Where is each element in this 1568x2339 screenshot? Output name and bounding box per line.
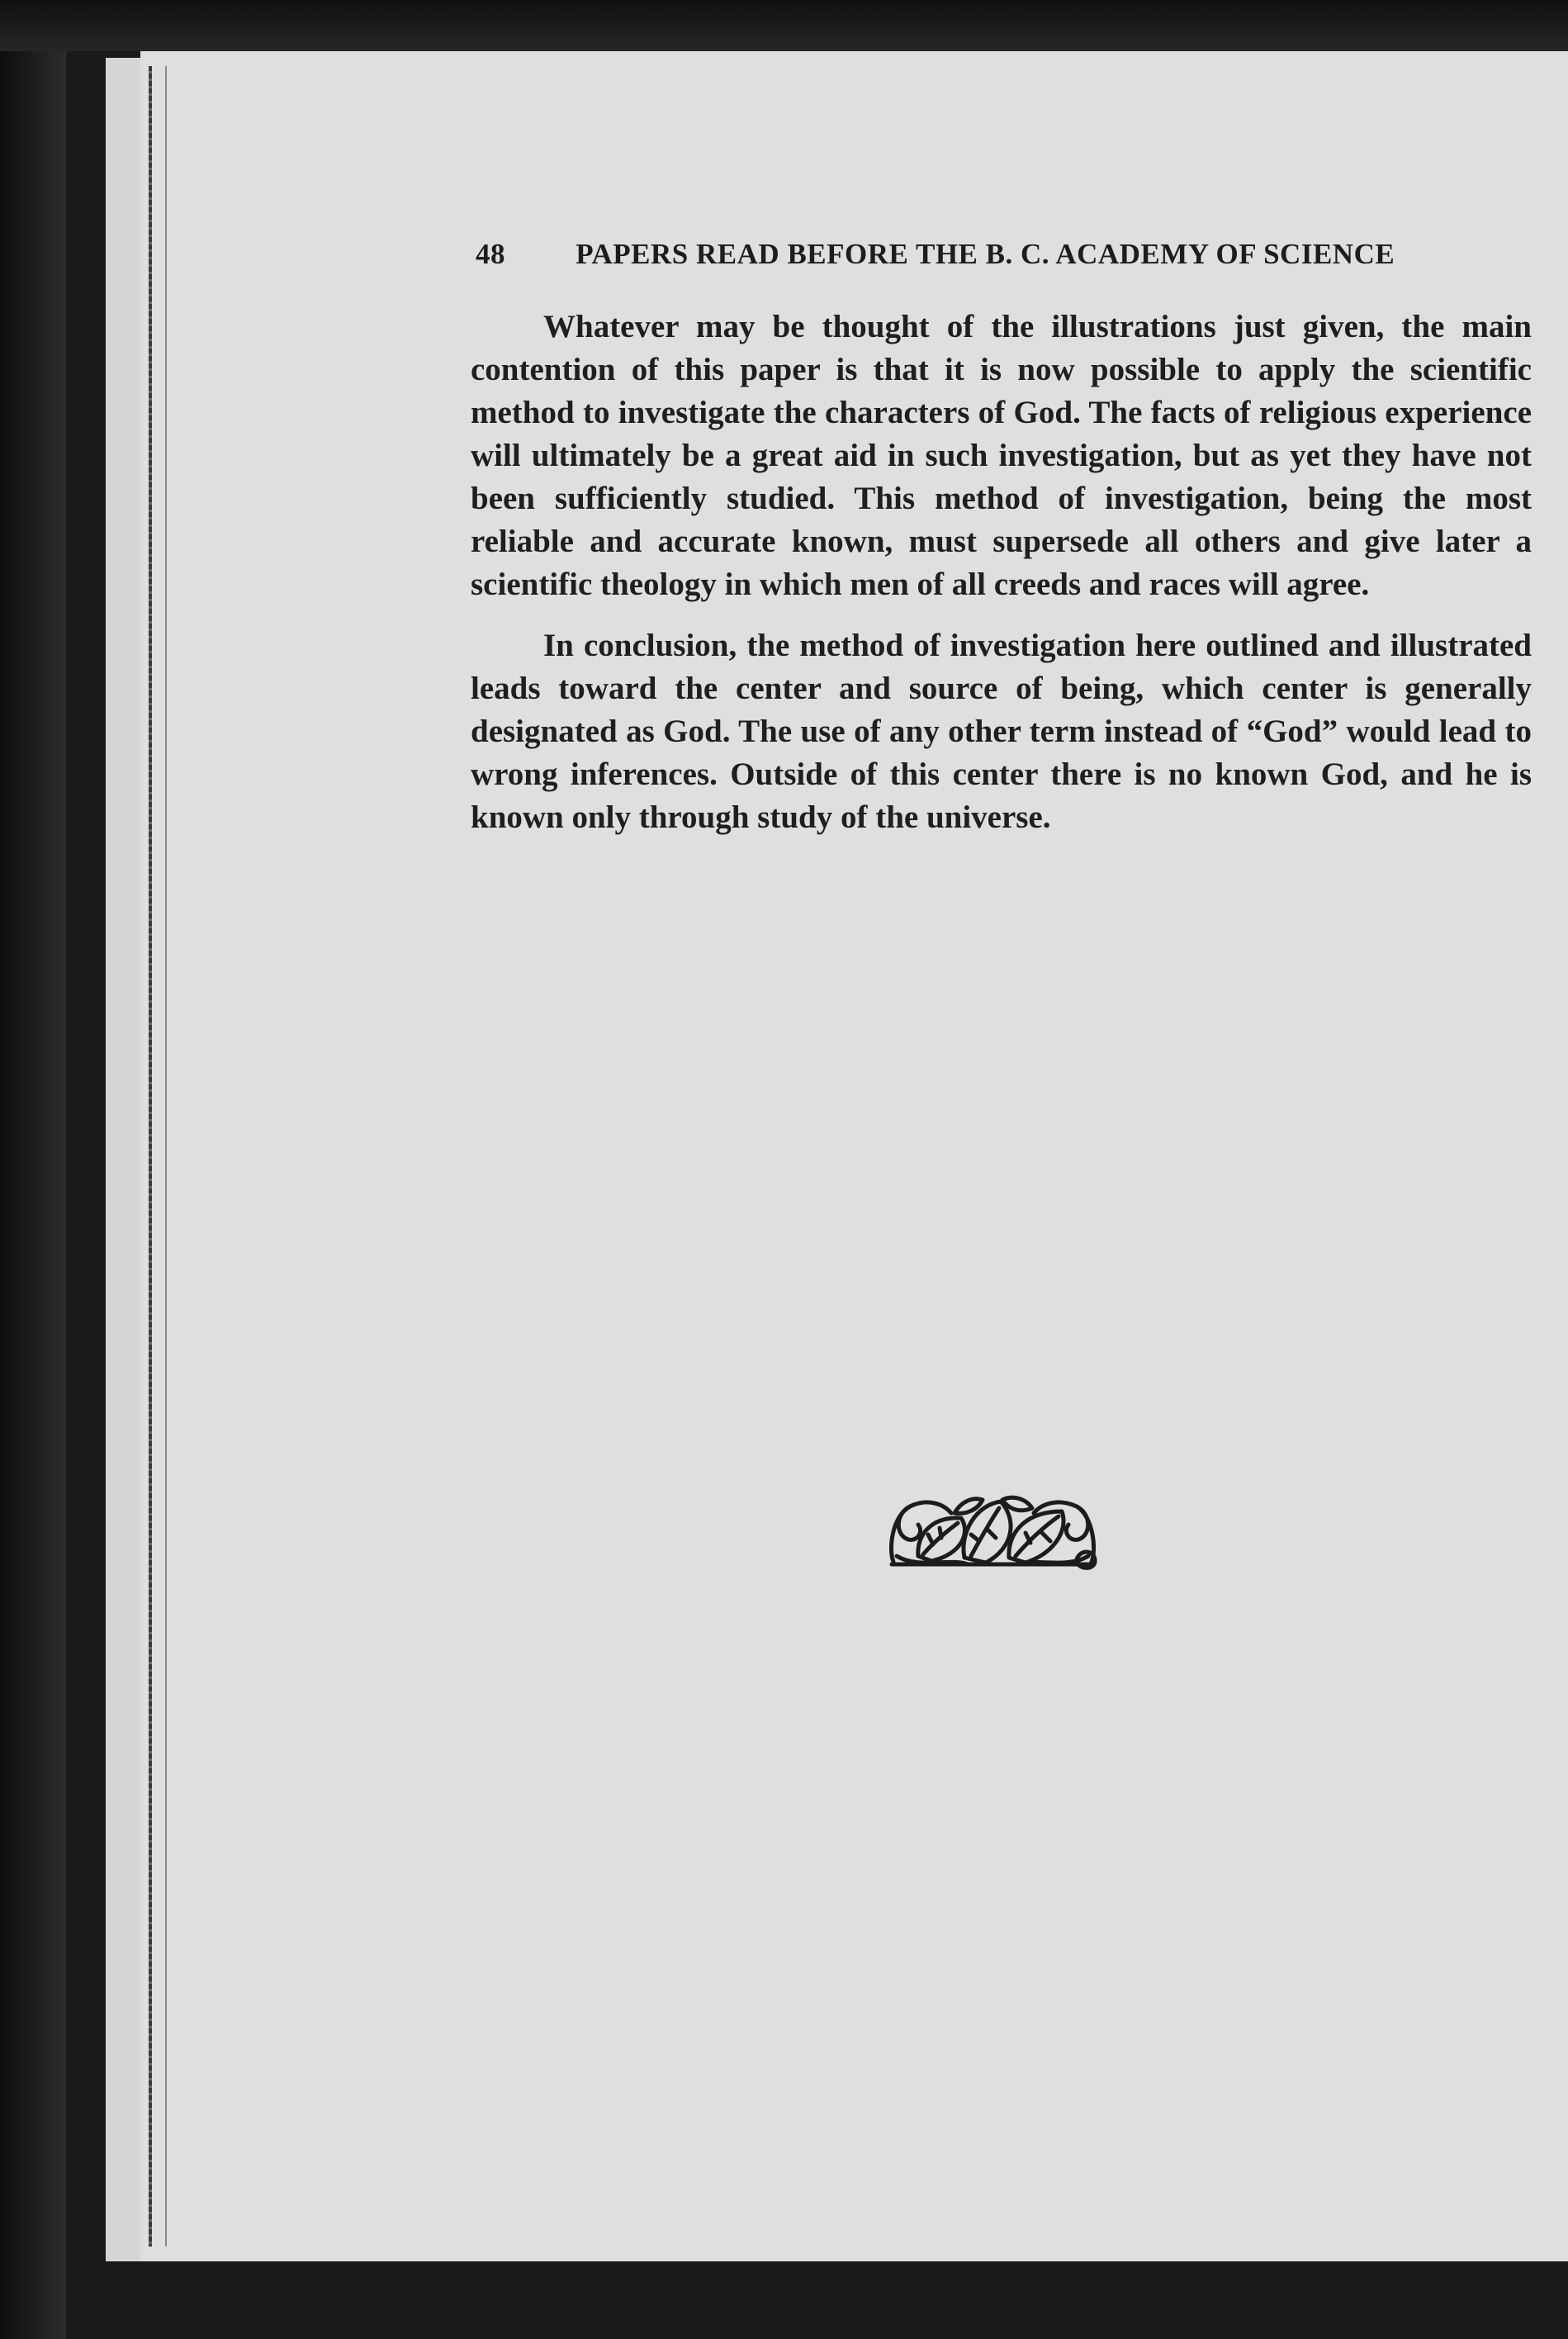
binding-edge bbox=[149, 66, 152, 2246]
binding-edge-inner bbox=[165, 66, 167, 2246]
body-text bbox=[471, 306, 1532, 857]
page-shadow bbox=[106, 58, 140, 2261]
running-header bbox=[476, 238, 1446, 278]
paragraph: Whatever may be thought of the illustrations just given, the main contention of this paper is that it is now possible to apply the scientific method to investigate the characters of God. The facts of religious experience will ultimately be a great aid in such investigation, but as yet they have not been sufficiently studied. This method of investigation, being the most reliable and accurate known, must supersede all others and give later a scientific theology in which men of all creeds and races will agree. bbox=[471, 309, 1532, 602]
running-title: PAPERS READ BEFORE THE B. C. ACADEMY OF SCIENCE bbox=[576, 238, 1395, 270]
scan-border-left bbox=[0, 0, 66, 2339]
page-number: 48 bbox=[476, 238, 505, 270]
scan-border-top bbox=[0, 0, 1568, 51]
paragraph: In conclusion, the method of investigation here outlined and illustrated leads toward the center and source of being, which center is generally designated as God. The use of any other term instead of “God” would lead to wrong inferences. Outside of this center there is no known God, and he is known only through study of the universe. bbox=[471, 628, 1532, 835]
floral-tailpiece-icon bbox=[885, 1483, 1100, 1574]
